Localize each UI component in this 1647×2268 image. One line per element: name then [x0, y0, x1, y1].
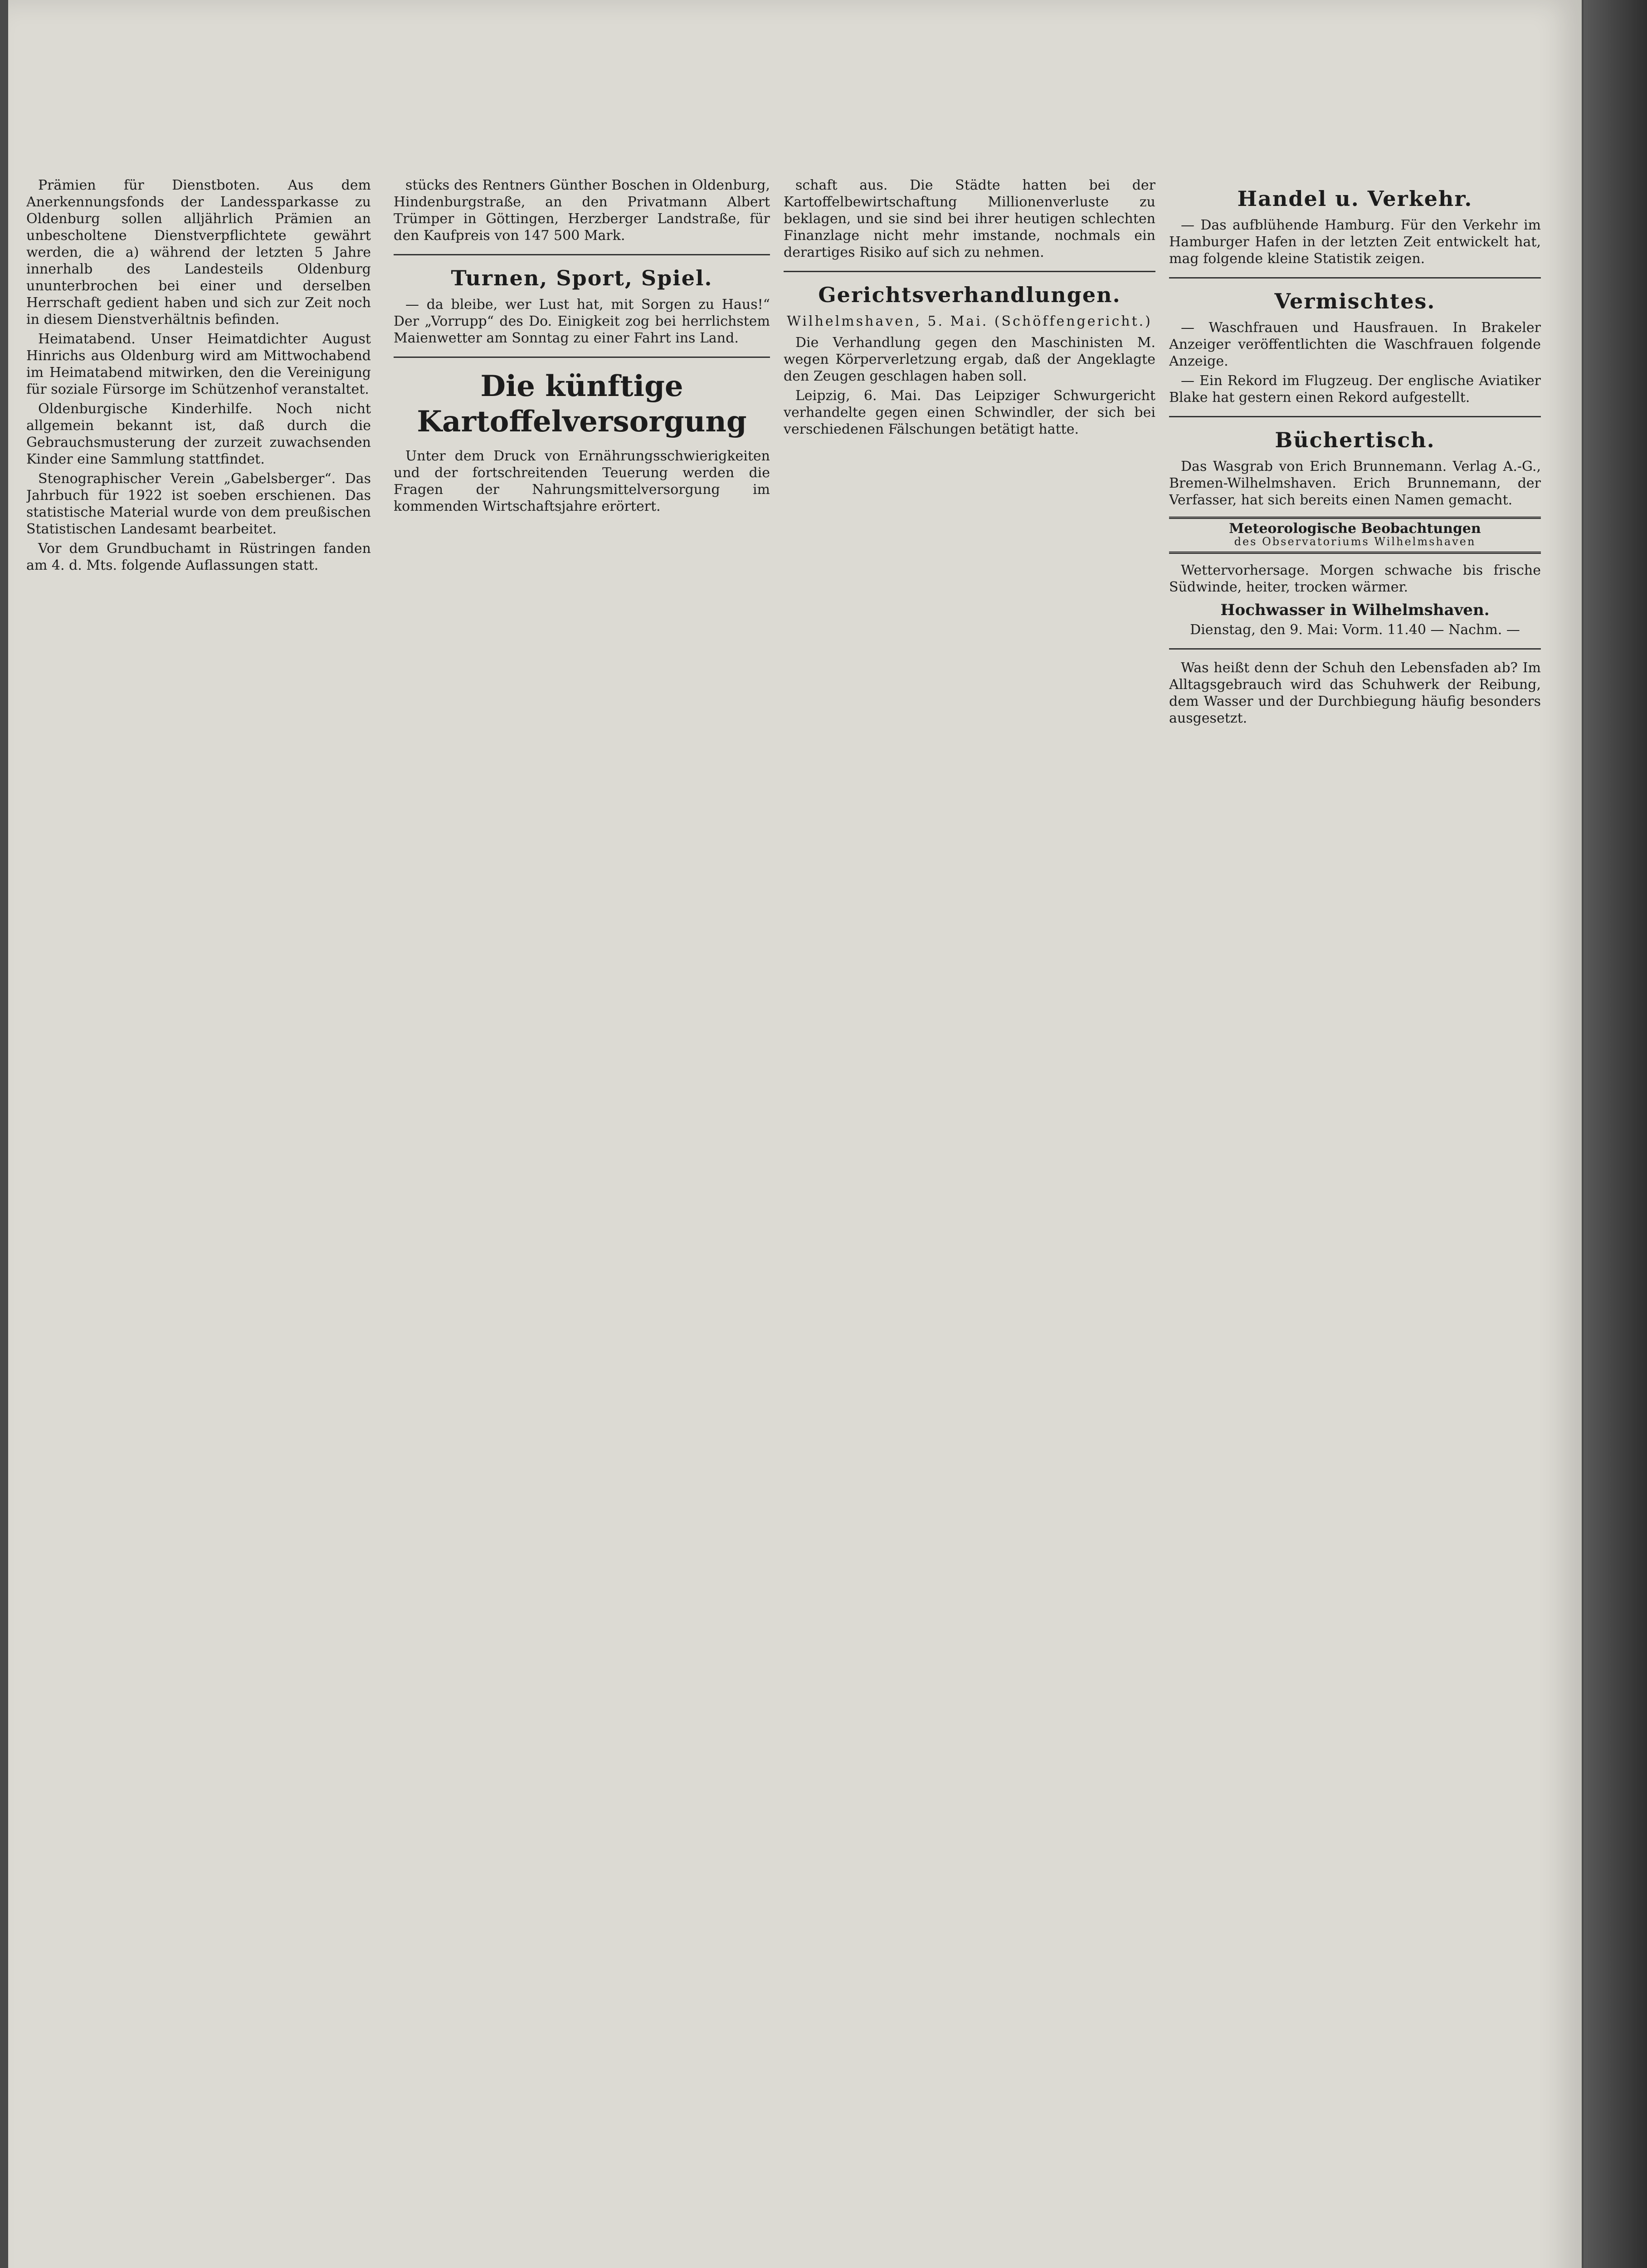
divider — [1169, 277, 1541, 279]
section-heading-gericht: Gerichtsverhandlungen. — [818, 283, 1121, 307]
article-waschfrauen: — Waschfrauen und Hausfrauen. In Brakeler Anzeiger veröffentlichten die Waschfrauen folgende Anzeige. — [1169, 320, 1541, 369]
weather-title: Meteorologische Beobachtungen — [1229, 521, 1481, 537]
article-kinderhilfe: Oldenburgische Kinderhilfe. Noch nicht allgemein bekannt ist, daß durch die Gebrauchsmusterung der zurzeit zuwachsenden Kinder eine Sammlung stattfindet. — [26, 401, 371, 467]
article-kartoffel: Unter dem Druck von Ernährungsschwierigkeiten und der fortschreitenden Teuerung werden die Fragen der Nahrungsmittelversorgung im kommenden Wirtschaftsjahre erörtert. — [394, 448, 770, 514]
column-2 — [394, 177, 770, 2268]
column-3 — [784, 177, 1155, 2268]
hochwasser-heading: Hochwasser in Wilhelmshaven. — [1220, 601, 1490, 619]
section-heading-buechertisch: Büchertisch. — [1275, 428, 1435, 452]
section-heading-kartoffel: Die künftige Kartoffelversorgung — [417, 369, 747, 439]
binder-edge — [1584, 0, 1647, 2268]
divider — [394, 254, 770, 255]
divider — [784, 271, 1155, 272]
article-gericht-1: Die Verhandlung gegen den Maschinisten M. wegen Körperverletzung ergab, daß der Angeklagte den Zeugen geschlagen haben soll. — [784, 335, 1155, 384]
divider — [394, 357, 770, 358]
article-gericht-2: Leipzig, 6. Mai. Das Leipziger Schwurgericht verhandelte gegen einen Schwindler, der sich bei verschiedenen Fälschungen betätigt hatte. — [784, 388, 1155, 437]
article-sport: — da bleibe, wer Lust hat, mit Sorgen zu Haus!“ Der „Vorrupp“ des Do. Einigkeit zog bei herrlichstem Maienwetter am Sonntag zu einer Fahrt ins Land. — [394, 297, 770, 346]
article-rekord: — Ein Rekord im Flugzeug. Der englische Aviatiker Blake hat gestern einen Rekord aufgestellt. — [1169, 373, 1541, 406]
article-kartoffel-cont: schaft aus. Die Städte hatten bei der Kartoffelbewirtschaftung Millionenverluste zu beklagen, und sie sind bei ihrer heutigen schlechten Finanzlage nicht mehr imstande, nochmals ein derartiges Risiko auf sich zu nehmen. — [784, 177, 1155, 260]
divider — [1169, 648, 1541, 650]
article-dienstboten: Prämien für Dienstboten. Aus dem Anerkennungsfonds der Landessparkasse zu Oldenburg sollen alljährlich Prämien an unbescholtene Dienstverpflichtete gewährt werden, die a) während der letzten 5 Jahre innerhalb des Landesteils Oldenburg ununterbrochen bei einer und derselben Herrschaft gedient haben und sich zur Zeit noch in diesem Dienstverhältnis befinden. — [26, 177, 371, 327]
article-grundbuchamt: Vor dem Grundbuchamt in Rüstringen fanden am 4. d. Mts. folgende Auflassungen statt. — [26, 541, 371, 573]
hochwasser-times: Dienstag, den 9. Mai: Vorm. 11.40 — Nachm. — — [1190, 622, 1520, 638]
article-buch: Das Wasgrab von Erich Brunnemann. Verlag A.-G., Bremen-Wilhelmshaven. Erich Brunnemann, der Verfasser, hat sich bereits einen Namen gemacht. — [1169, 459, 1541, 508]
article-schuh: Was heißt denn der Schuh den Lebensfaden ab? Im Alltagsgebrauch wird das Schuhwerk der Reibung, dem Wasser und der Durchbiegung häufig besonders ausgesetzt. — [1169, 660, 1541, 726]
dateline: Wilhelmshaven, 5. Mai. (Schöffengericht.) — [787, 313, 1152, 329]
article-heimatabend: Heimatabend. Unser Heimatdichter August Hinrichs aus Oldenburg wird am Mittwochabend im Heimatabend mitwirken, den die Vereinigung für soziale Fürsorge im Schützenhof veranstaltet. — [26, 331, 371, 397]
article-stenographie: Stenographischer Verein „Gabelsberger“. Das Jahrbuch für 1922 ist soeben erschienen. Das statistische Material wurde von dem preußischen Statistischen Landesamt bearbeitet. — [26, 471, 371, 537]
weather-subtitle: des Observatoriums Wilhelmshaven — [1234, 535, 1476, 548]
column-4 — [1169, 177, 1541, 2268]
newspaper-page — [8, 0, 1582, 2268]
column-1 — [26, 177, 371, 2268]
section-heading-sport: Turnen, Sport, Spiel. — [451, 266, 713, 290]
section-heading-handel: Handel u. Verkehr. — [1237, 186, 1473, 211]
weather-box — [1169, 517, 1541, 554]
article-wetter: Wettervorhersage. Morgen schwache bis frische Südwinde, heiter, trocken wärmer. — [1169, 562, 1541, 595]
divider — [1169, 416, 1541, 417]
article-hamburg: — Das aufblühende Hamburg. Für den Verkehr im Hamburger Hafen in der letzten Zeit entwickelt hat, mag folgende kleine Statistik zeigen. — [1169, 217, 1541, 267]
article-hauskauf: stücks des Rentners Günther Boschen in Oldenburg, Hindenburgstraße, an den Privatmann Albert Trümper in Göttingen, Herzberger Landstraße, für den Kaufpreis von 147 500 Mark. — [394, 177, 770, 244]
section-heading-vermischtes: Vermischtes. — [1274, 289, 1436, 313]
